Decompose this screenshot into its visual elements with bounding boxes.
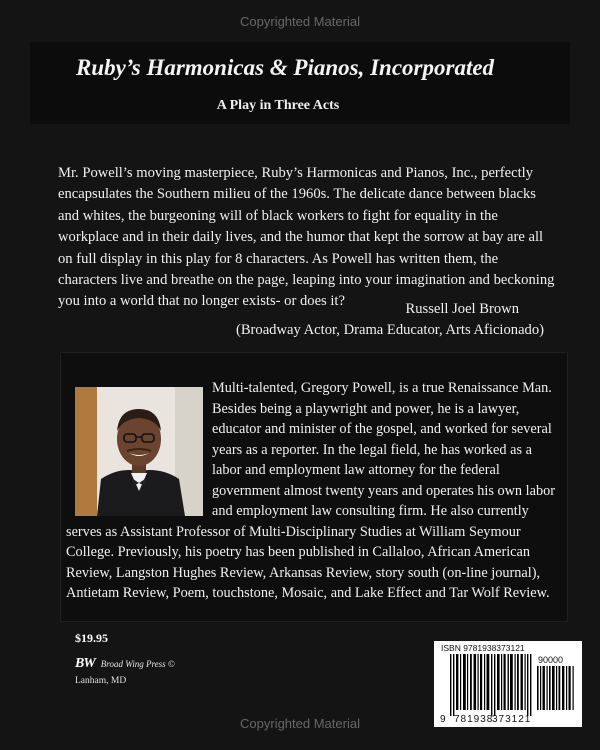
publisher [75, 656, 175, 672]
review-quote: Mr. Powell’s moving masterpiece, Ruby’s Harmonicas and Pianos, Inc., perfectly encapsulates the Southern milieu of the 1960s. The delicate dance between blacks and whites, the burgeoning will of black workers to fight for equality in the workplace and in their daily lives, and the humor that kept the sorrow at bay are all on full display in this play for 8 characters. As Powell has written them, the characters live and breathe on the page, leaping into your imagination and beckoning you into a world that no longer exists- or does it? [58, 165, 555, 310]
isbn-label: ISBN 9781938373121 [441, 643, 525, 653]
barcode-digit-first: 9 [440, 714, 446, 725]
isbn-barcode [434, 641, 582, 727]
barcode-digits-left: 781938 [454, 714, 494, 725]
copyright-watermark-top: Copyrighted Material [240, 14, 360, 29]
price-code: 90000 [538, 655, 564, 665]
book-subtitle: A Play in Three Acts [216, 98, 340, 113]
author-bio: Multi-talented, Gregory Powell, is a true Renaissance Man. Besides being a playwright and power, he is a lawyer, educator and minister of the gospel, and worked for several years as a reporter. In the legal field, he has worked as a labor and employment law attorney for the federal government almost twenty years and operates his own labor and employment law consulting firm. He also currently serves as Assistant Professor of Multi-Disciplinary Studies at William Seymour College. Previously, his poetry has been published in Callaloo, African American Review, Langston Hughes Review, Arkansas Review, story south (on-line journal), Antietam Review, Poem, touchstone, Mosaic, and Lake Effect and Tar Wolf Review. [66, 380, 556, 601]
barcode-digits-right: 373121 [492, 714, 532, 725]
photo-spacer [66, 378, 212, 521]
book-price: $19.95 [75, 631, 108, 645]
publisher-logo: BW [75, 656, 95, 671]
copyright-watermark-bottom: Copyrighted Material [240, 716, 360, 731]
author-bio-text-wrap [66, 378, 558, 604]
publisher-name: Broad Wing Press © [100, 659, 175, 669]
review-author: Russell Joel Brown [405, 301, 519, 317]
book-title: Ruby’s Harmonicas & Pianos, Incorporated [75, 55, 495, 80]
review-author-role: (Broadway Actor, Drama Educator, Arts Aficionado) [235, 322, 544, 338]
publisher-location: Lanham, MD [75, 676, 127, 686]
